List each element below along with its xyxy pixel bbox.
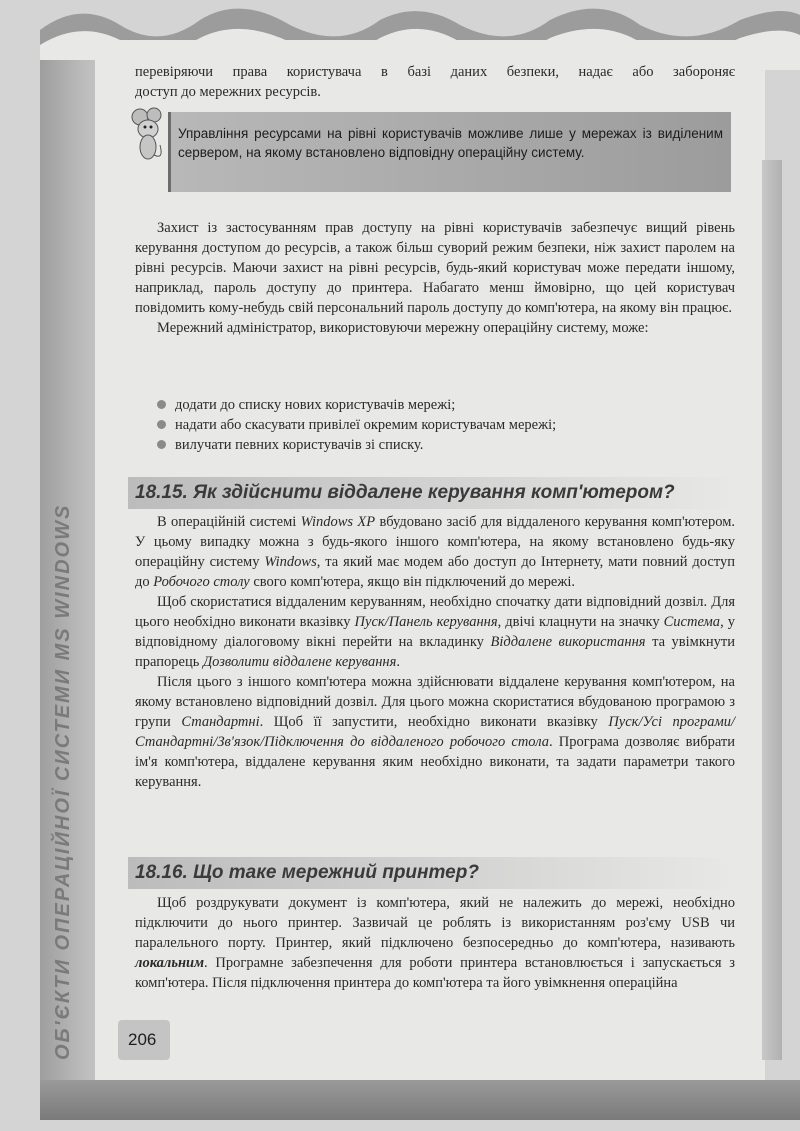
- bullet-icon: [157, 400, 166, 409]
- paragraph-admin-can: Мережний адміністратор, використовуючи мережну операційну систему, може:: [157, 320, 649, 336]
- list-item: надати або скасувати привілеї окремим користувачам мережі;: [155, 415, 715, 435]
- page-number: 206: [128, 1030, 157, 1049]
- security-paragraphs: [135, 218, 735, 338]
- intro-line-1: перевіряючи права користувача в базі даних безпеки, надає або забороняє: [135, 64, 735, 80]
- paragraph-user-level-security: Захист із застосуванням прав доступу на рівні користувачів забезпечує вищий рівень керування доступом до ресурсів, а також більш суворий режим безпеки, ніж захист паролем на рівні ресурсів. Маючи захист на рівні ресурсів, будь-який користувач може передати іншому, наприклад, пароль доступу до принтера. Набагато менш ймовірно, що цей користувач повідомить кому-небудь свій персональний пароль доступу до комп'ютера, на якому він працює.: [135, 220, 735, 316]
- network-printer-section: [135, 893, 735, 993]
- intro-line-2: доступ до мережних ресурсів.: [135, 84, 321, 100]
- admin-actions-list: [155, 395, 715, 455]
- chapter-side-title: ОБ'ЄКТИ ОПЕРАЦІЙНОЇ СИСТЕМИ MS WINDOWS: [52, 503, 74, 1060]
- bullet-icon: [157, 440, 166, 449]
- bottom-shadow: [40, 1080, 800, 1120]
- intro-paragraph: [135, 62, 735, 102]
- list-item: додати до списку нових користувачів мережі;: [155, 395, 715, 415]
- section-heading-18-15: 18.15. Як здійснити віддалене керування комп'ютером?: [135, 482, 675, 503]
- paragraph-network-printer: Щоб роздрукувати документ із комп'ютера, який не належить до мережі, необхідно підключити до нього принтер. Зазвичай це роблять із використанням роз'єму USB чи паралельного порту. Принтер, який підключено безпосередньо до комп'ютера, називають локальним. Програмне забезпечення для роботи принтера встановлюється і запускається з комп'ютера. Після підключення принтера до комп'ютера та його увімкнення операційна: [135, 895, 735, 991]
- page-edge-shadow: [762, 160, 782, 1060]
- bullet-icon: [157, 420, 166, 429]
- remote-control-section: [135, 512, 735, 792]
- note-text: Управління ресурсами на рівні користувачів можливе лише у мережах із виділеним сервером, на якому встановлено відповідну операційну систему.: [178, 126, 723, 160]
- section-heading-18-16: 18.16. Що таке мережний принтер?: [135, 862, 479, 883]
- paragraph-remote-usage: Після цього з іншого комп'ютера можна здійснювати віддалене керування комп'ютером, на якому встановлено відповідний дозвіл. Для цього можна скористатися вбудованою програмою з групи Стандартні. Щоб її запустити, необхідно виконати вказівку Пуск/Усі програми/Стандартні/Зв'язок/Підключення до віддаленого робочого стола. Програма дозволяє вибрати ім'я комп'ютера, віддалене керування яким необхідно виконати, та задати параметри такого керування.: [135, 674, 735, 790]
- mouse-mascot-icon: [128, 105, 168, 165]
- list-item: вилучати певних користувачів зі списку.: [155, 435, 715, 455]
- paragraph-remote-permission: Щоб скористатися віддаленим керуванням, необхідно спочатку дати відповідний дозвіл. Для цього необхідно виконати вказівку Пуск/Панель керування, двічі клацнути на значку Система, у відповідному діалоговому вікні перейти на вкладинку Віддалене використання та увімкнути прапорець Дозволити віддалене керування.: [135, 594, 736, 670]
- paragraph-remote-intro: В операційній системі Windows XP вбудовано засіб для віддаленого керування комп'ютером. У цьому випадку можна з будь-якого іншого комп'ютера, на якому встановлено будь-яку операційну систему Windows, та який має модем або доступ до Інтернету, мати повний доступ до Робочого столу свого комп'ютера, якщо він підключений до мережі.: [135, 514, 735, 590]
